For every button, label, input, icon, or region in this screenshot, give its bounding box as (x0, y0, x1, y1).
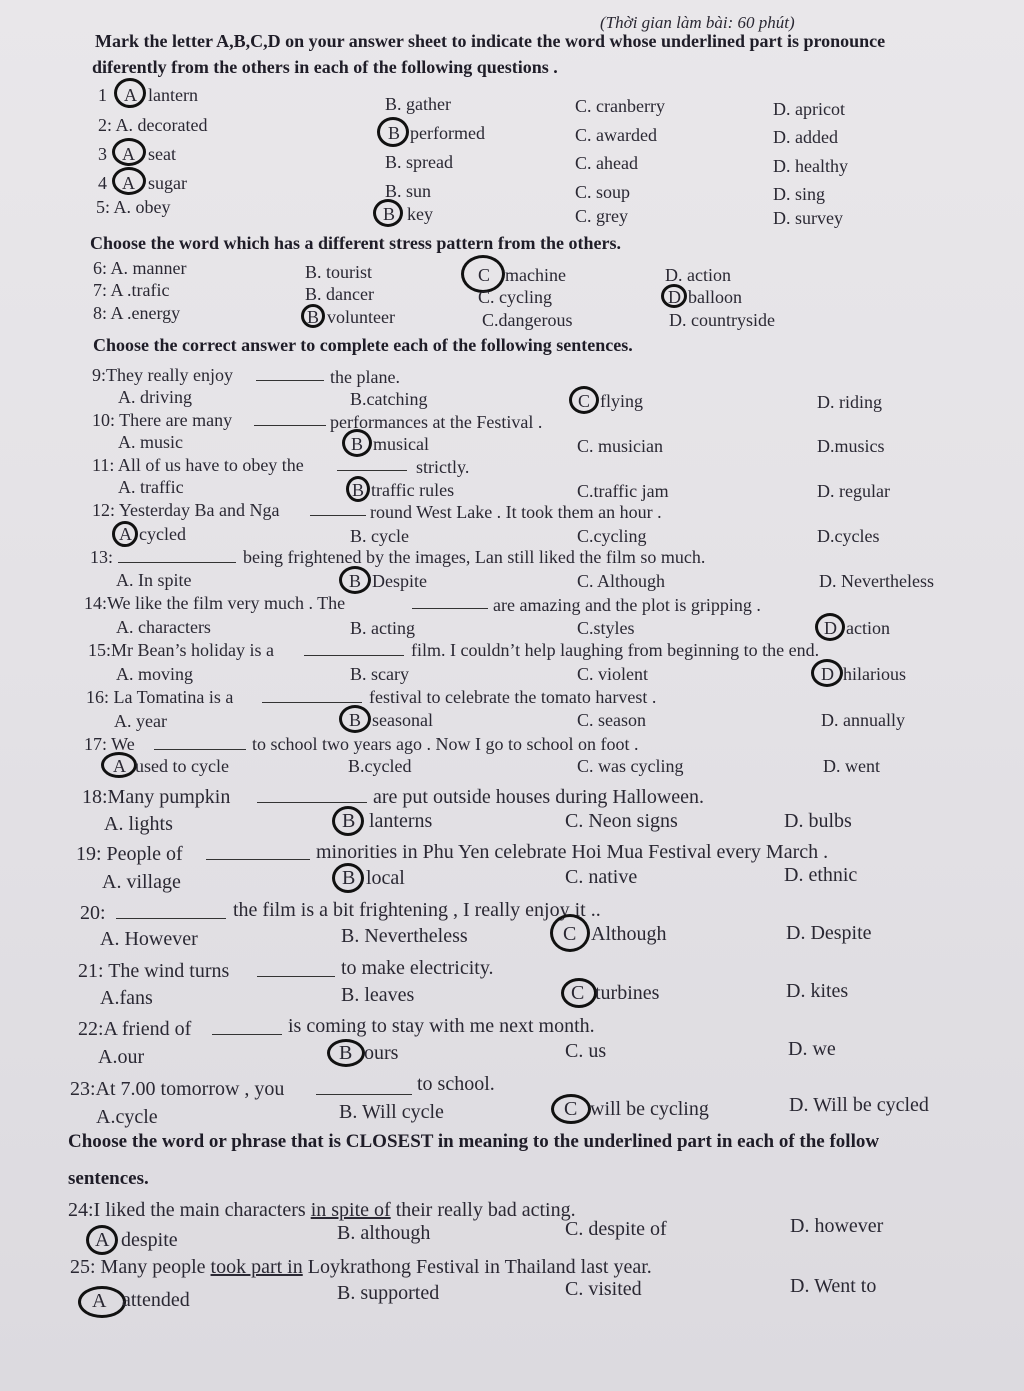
q23-option-d: D. Will be cycled (789, 1094, 929, 1116)
q7-option-b: B. dancer (305, 284, 374, 304)
q6-option-b: B. tourist (305, 262, 373, 282)
q1-option-c: C. cranberry (575, 96, 665, 116)
q5-letter: B (383, 204, 396, 224)
q17-option-c: C. was cycling (577, 756, 684, 776)
q3-option-a: seat (148, 144, 176, 164)
q17-letter: A (113, 756, 126, 776)
q22-option-b: ours (364, 1042, 399, 1064)
q13-stem-end: being frightened by the images, Lan still liked the film so much. (243, 547, 706, 567)
q25-stem-end: Loykrathong Festival in Thailand last year. (307, 1256, 652, 1278)
q24-option-a: despite (121, 1229, 178, 1251)
q1-option-b: B. gather (385, 94, 451, 114)
q14-stem-end: are amazing and the plot is gripping . (493, 595, 761, 615)
q22-blank (212, 1020, 282, 1035)
q16-option-a: A. year (114, 711, 167, 731)
q24-stem-end: their really bad acting. (395, 1199, 576, 1221)
q12-option-a: cycled (139, 524, 186, 544)
q17-option-d: D. went (823, 756, 880, 776)
q3-letter: A (122, 144, 135, 164)
q9-option-a: A. driving (118, 387, 192, 407)
q23-letter: C (564, 1098, 578, 1120)
q21-blank (257, 962, 335, 977)
q20-option-c: Although (591, 923, 667, 945)
q8-letter: B (307, 307, 320, 327)
q10-stem-end: performances at the Festival . (330, 412, 543, 432)
q16-blank (262, 688, 362, 703)
q4-number: 4 (98, 173, 107, 193)
q17-stem-start: 17: We (84, 734, 135, 754)
q8-option-a: 8: A .energy (93, 303, 181, 323)
q5-option-a: 5: A. obey (96, 197, 171, 217)
q3-option-c: C. ahead (575, 153, 638, 173)
q20-stem-end: the film is a bit frightening , I really enjoy it .. (233, 899, 601, 921)
q14-option-d: action (846, 618, 890, 638)
q22-option-c: C. us (565, 1040, 607, 1062)
q11-option-b: traffic rules (371, 480, 455, 500)
q4-option-b: B. sun (385, 181, 432, 201)
q20-letter: C (563, 923, 577, 945)
q10-letter: B (351, 434, 364, 454)
q9-option-c: flying (600, 391, 643, 411)
q2-option-d: D. added (773, 127, 838, 147)
q8-option-d: D. countryside (669, 310, 775, 330)
q9-option-b: B.catching (350, 389, 428, 409)
q22-stem-end: is coming to stay with me next month. (288, 1015, 595, 1037)
q12-blank (310, 501, 366, 516)
q11-option-c: C.traffic jam (577, 481, 669, 501)
q13-letter: B (349, 571, 362, 591)
q16-stem-start: 16: La Tomatina is a (86, 687, 234, 707)
q15-option-b: B. scary (350, 664, 409, 684)
q25-option-b: B. supported (337, 1282, 440, 1304)
q9-letter: C (578, 391, 591, 411)
q11-letter: B (352, 480, 365, 500)
q13-option-d: D. Nevertheless (819, 571, 934, 591)
q13-stem-start: 13: (90, 547, 114, 567)
q22-stem-start: 22:A friend of (78, 1018, 192, 1040)
q2-letter: B (388, 123, 401, 143)
time-allowed: (Thời gian làm bài: 60 phút) (600, 13, 795, 32)
q21-option-d: D. kites (786, 980, 849, 1002)
q12-letter: A (119, 524, 132, 544)
q9-stem-start: 9:They really enjoy (92, 365, 233, 385)
q7-letter: D (668, 287, 681, 307)
q10-option-b: musical (373, 434, 429, 454)
q13-option-b: Despite (372, 571, 427, 591)
q25-letter: A (92, 1290, 107, 1312)
q7-option-d: balloon (688, 287, 742, 307)
q20-option-b: B. Nevertheless (341, 925, 468, 947)
q19-stem-end: minorities in Phu Yen celebrate Hoi Mua Festival every March . (316, 841, 829, 863)
q3-option-b: B. spread (385, 152, 453, 172)
q18-letter: B (342, 810, 356, 832)
q4-option-c: C. soup (575, 182, 631, 202)
section-stress: Choose the word which has a different stress pattern from the others. (90, 233, 621, 253)
q20-option-d: D. Despite (786, 922, 872, 944)
q22-letter: B (339, 1042, 353, 1064)
q21-option-a: A.fans (100, 987, 153, 1009)
q22-option-d: D. we (788, 1038, 836, 1060)
q24-stem-start: 24:I liked the main characters (68, 1199, 306, 1221)
q4-option-a: sugar (148, 173, 187, 193)
q14-letter: D (824, 618, 837, 638)
q18-stem-end: are put outside houses during Halloween. (373, 786, 705, 808)
q10-option-a: A. music (118, 432, 183, 452)
q13-option-a: A. In spite (116, 570, 192, 590)
q24-option-d: D. however (790, 1215, 884, 1237)
q17-option-a: used to cycle (135, 756, 229, 776)
q19-blank (206, 845, 310, 860)
section-pronunciation-line2: diferently from the others in each of the following questions . (92, 57, 558, 77)
q18-option-d: D. bulbs (784, 810, 852, 832)
q24-option-b: B. although (337, 1222, 431, 1244)
q20-blank (116, 904, 226, 919)
q25-option-d: D. Went to (790, 1275, 877, 1297)
q15-letter: D (821, 664, 834, 684)
q23-stem-start: 23:At 7.00 tomorrow , you (70, 1078, 285, 1100)
q15-option-a: A. moving (116, 664, 194, 684)
q19-option-b: local (366, 867, 405, 889)
q14-option-a: A. characters (116, 617, 211, 637)
q20-option-a: A. However (100, 928, 198, 950)
q11-stem-start: 11: All of us have to obey the (92, 455, 304, 475)
q25-stem-start: 25: Many people (70, 1256, 206, 1278)
q19-option-c: C. native (565, 866, 638, 888)
q12-stem-end: round West Lake . It took them an hour . (370, 502, 662, 522)
q25-stem (70, 1256, 652, 1278)
q21-stem-end: to make electricity. (341, 957, 494, 979)
q9-stem-end: the plane. (330, 367, 400, 387)
section-complete: Choose the correct answer to complete each of the following sentences. (93, 335, 633, 355)
section-pronunciation: Mark the letter A,B,C,D on your answer sheet to indicate the word whose underlined part is pronounce (95, 31, 886, 51)
q3-number: 3 (98, 144, 107, 164)
q10-stem-start: 10: There are many (92, 410, 233, 430)
q11-option-a: A. traffic (118, 477, 184, 497)
q6-option-a: 6: A. manner (93, 258, 187, 278)
q18-option-c: C. Neon signs (565, 810, 678, 832)
q11-option-d: D. regular (817, 481, 890, 501)
q8-option-c: C.dangerous (482, 310, 573, 330)
q17-blank (154, 735, 246, 750)
q25-option-a: attended (122, 1289, 190, 1311)
q13-option-c: C. Although (577, 571, 666, 591)
q24-stem (68, 1199, 576, 1221)
q1-option-a: lantern (148, 85, 198, 105)
q11-blank (337, 456, 407, 471)
q1-letter: A (124, 85, 137, 105)
q14-blank (412, 594, 488, 609)
q23-option-c: will be cycling (590, 1098, 709, 1120)
q19-stem-start: 19: People of (76, 843, 183, 865)
q10-blank (254, 411, 326, 426)
q15-stem-start: 15:Mr Bean’s holiday is a (88, 640, 274, 660)
q3-option-d: D. healthy (773, 156, 848, 176)
q19-option-a: A. village (102, 871, 181, 893)
q23-option-a: A.cycle (96, 1106, 158, 1128)
q12-stem-start: 12: Yesterday Ba and Nga (92, 500, 280, 520)
q7-option-a: 7: A .trafic (93, 280, 170, 300)
q14-option-c: C.styles (577, 618, 635, 638)
q15-option-c: C. violent (577, 664, 648, 684)
q12-option-d: D.cycles (817, 526, 880, 546)
q5-option-c: C. grey (575, 206, 628, 226)
q4-letter: A (122, 173, 135, 193)
q15-blank (304, 641, 404, 656)
q16-option-d: D. annually (821, 710, 905, 730)
q13-blank (118, 548, 236, 563)
q8-option-b: volunteer (327, 307, 395, 327)
q6-option-d: D. action (665, 265, 731, 285)
q19-option-d: D. ethnic (784, 864, 858, 886)
q6-letter: C (478, 265, 491, 285)
q12-option-c: C.cycling (577, 526, 647, 546)
q21-option-b: B. leaves (341, 984, 415, 1006)
q7-option-c: C. cycling (478, 287, 552, 307)
q25-option-c: C. visited (565, 1278, 642, 1300)
q11-stem-end: strictly. (416, 457, 470, 477)
q24-option-c: C. despite of (565, 1218, 667, 1240)
q9-blank (256, 366, 324, 381)
q21-stem-start: 21: The wind turns (78, 960, 230, 982)
section-closest-line2: sentences. (68, 1168, 149, 1189)
q14-option-b: B. acting (350, 618, 415, 638)
q14-stem-start: 14:We like the film very much . The (84, 593, 346, 613)
q12-option-b: B. cycle (350, 526, 409, 546)
q24-letter: A (95, 1229, 110, 1251)
q18-stem-start: 18:Many pumpkin (82, 786, 231, 808)
q10-option-d: D.musics (817, 436, 885, 456)
q17-stem-end: to school two years ago . Now I go to school on foot . (252, 734, 639, 754)
q19-letter: B (342, 867, 356, 889)
q4-option-d: D. sing (773, 184, 826, 204)
q18-option-b: lanterns (369, 810, 433, 832)
q5-option-d: D. survey (773, 208, 843, 228)
q16-letter: B (349, 710, 362, 730)
q20-stem-start: 20: (80, 902, 106, 924)
q10-option-c: C. musician (577, 436, 663, 456)
section-closest: Choose the word or phrase that is CLOSEST in meaning to the underlined part in each of the follow (68, 1131, 880, 1152)
q22-option-a: A.our (98, 1046, 145, 1068)
q1-number: 1 (98, 85, 107, 105)
q9-option-d: D. riding (817, 392, 882, 412)
q18-option-a: A. lights (104, 813, 173, 835)
q15-option-d: hilarious (843, 664, 906, 684)
q21-option-c: turbines (595, 982, 660, 1004)
q1-option-d: D. apricot (773, 99, 845, 119)
q23-option-b: B. Will cycle (339, 1101, 444, 1123)
q16-option-b: seasonal (372, 710, 433, 730)
q2-option-c: C. awarded (575, 125, 657, 145)
q16-option-c: C. season (577, 710, 646, 730)
q2-option-a: 2: A. decorated (98, 115, 208, 135)
q18-blank (257, 788, 367, 803)
q24-underlined: in spite of (310, 1199, 391, 1221)
q6-option-c: machine (505, 265, 566, 285)
q25-underlined: took part in (210, 1256, 303, 1278)
q15-stem-end: film. I couldn’t help laughing from beginning to the end. (411, 640, 820, 660)
q21-letter: C (571, 982, 585, 1004)
q23-stem-end: to school. (417, 1073, 495, 1095)
q2-option-b: performed (410, 123, 485, 143)
q5-option-b: key (407, 204, 433, 224)
q23-blank (316, 1080, 412, 1095)
q17-option-b: B.cycled (348, 756, 412, 776)
q16-stem-end: festival to celebrate the tomato harvest . (369, 687, 657, 707)
